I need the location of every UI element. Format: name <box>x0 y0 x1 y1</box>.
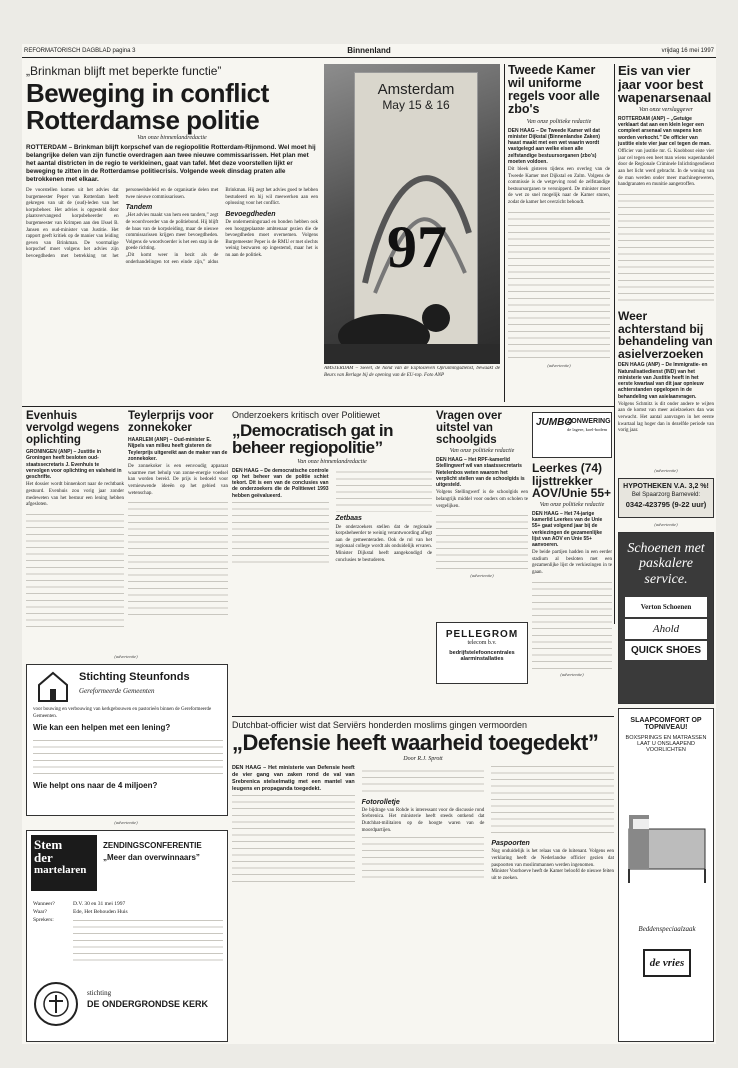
ad-schoenen[interactable] <box>618 532 714 704</box>
pellegrom-line1: bedrijfstelefooncentrales <box>449 650 515 656</box>
zonwering-brand: JUMBO <box>536 417 573 428</box>
zbo-body-filler <box>508 209 610 359</box>
poster-city: Amsterdam <box>377 81 455 98</box>
asiel-lead: DEN HAAG (ANP) – De Immigratie- en Naturalisatiedienst (IND) van het ministerie van Justitie heeft in het eerste kwartaal van dit jaar opnieuw achterstanden opgelopen in de behandeling van asielaanvragen. <box>618 362 708 400</box>
stem-conf1: ZENDINGSCONFERENTIE <box>103 841 202 850</box>
steun-adlabel: (advertentie) <box>114 654 138 659</box>
ad-pellegrom[interactable] <box>436 622 528 684</box>
asiel-headline: Weer achterstand bij behandeling van asielverzoeken <box>618 310 713 361</box>
schoenen-adlabel: (advertentie) <box>654 522 678 527</box>
steun-q2: Wie helpt ons naar de 4 miljoen? <box>33 781 158 790</box>
politiewet-body <box>232 468 432 565</box>
pellegrom-sub: telecom b.v. <box>467 640 497 646</box>
dutchbat-byline: Door R.J. Sprott <box>403 756 443 763</box>
story-dutchbat <box>232 720 614 1042</box>
pellegrom-name: PELLEGROM <box>445 629 519 640</box>
ad-steunfonds[interactable] <box>26 664 228 816</box>
teyler-body: De zonnekoker is een eenvoudig apparaat waarmee met behulp van zonne-energie voedsel kan worden bereid. De prijs is bedoeld voor vernieuwende ideeën op het gebied van wetenschap. <box>128 464 228 496</box>
stem-when-label: Wanneer? <box>33 901 55 907</box>
dutchbat-lead: DEN HAAG – Het ministerie van Defensie heeft de vier gang van zaken rond de val van Srebrenica stelselmatig met een mantel van leugens en propaganda toegedekt. <box>232 765 355 792</box>
rule-right1 <box>504 64 505 402</box>
wapen-headline: Eis van vier jaar voor best wapenarsenaal <box>618 64 712 106</box>
leerkes-adlabel: (advertentie) <box>560 671 584 677</box>
story-politiewet <box>232 410 432 710</box>
zbo-lead: DEN HAAG – De Tweede Kamer wil dat minister Dijkstal (Binnenlandse Zaken) haast maakt met een wet waarin wordt vastgelegd aan welke eisen alle zelfstandige bestuursorganen (zbo's) moeten voldoen. <box>508 127 600 165</box>
wapen-body-filler <box>618 191 714 301</box>
ad-slaapcomfort[interactable] <box>618 708 714 1042</box>
leerkes-filler <box>532 579 612 669</box>
slaap-line1: SLAAPCOMFORT OP TOPNIVEAU! <box>630 717 702 731</box>
header-section: Binnenland <box>347 46 391 55</box>
wapen-body: Officier van justitie mr. G. Knobbout eiste vier jaar cel tegen een beet man wiens wapenhandel door de Regionale Criminele Inlichtingendienst aan het licht werd gebracht. In de woning van de man werden onder meer machinegeweren, handgranaten en munitie aangetroffen. <box>618 149 714 188</box>
hyp-line1: HYPOTHEKEN V.A. 3,2 %! <box>623 483 709 490</box>
ad-hypotheken[interactable] <box>618 478 714 518</box>
wapen-byline: Van onze verslaggever <box>639 106 693 113</box>
story-asiel <box>618 310 714 466</box>
main-body-p2: „Het advies maakt van hem een tandem,” zegt de woordvoerder van de politiebond. Hij blijft de baas van de korpsleiding, maar de nieuwe commissarissen krijgen meer bevoegdheden. Volgens de woordvoerder is het een stap in de goede richting. <box>125 213 219 252</box>
slaap-line2: BOXSPRINGS EN MATRASSEN LAAT U ONSLAAPEND VOORLICHTEN <box>625 735 707 753</box>
schoolgids-filler <box>436 512 528 570</box>
asiel-body: Volgens Schmitz is dit onder andere te wijten aan de komst van meer asielzoekers dan was verwacht. Het aantal aanvragen in het eerste kwartaal lag hoger dan in dezelfde periode van vorig jaar. <box>618 401 714 434</box>
zonwering-title: ZONWERING <box>567 418 611 425</box>
ad-zonwering[interactable] <box>532 412 612 458</box>
leerkes-headline: Leerkes (74) lijsttrekker AOV/Unie 55+ <box>532 462 612 501</box>
church-icon <box>33 671 73 703</box>
dutchbat-kicker: Dutchbat-officier wist dat Serviërs honderden moslims gingen vermoorden <box>232 720 527 730</box>
stem-when: D.V. 30 en 31 mei 1997 <box>73 901 126 907</box>
rule-row3 <box>232 716 614 717</box>
dutchbat-subhead2: Paspoorten <box>491 840 530 848</box>
evenhuis-body-filler <box>26 511 124 631</box>
steun-body: voor bouwing en verbouwing van kerkgebouwen en pastorieën binnen de Gereformeerde Gemeenten. <box>33 707 212 719</box>
dutchbat-headline: „Defensie heeft waarheid toegedekt” <box>232 730 599 755</box>
stem-title2: der <box>34 850 53 865</box>
leerkes-body: De beide partijen hadden in een eerder stadium al besloten met een gezamenlijke lijst de verkiezingen in te gaan. <box>532 550 612 576</box>
wapen-lead: ROTTERDAM (ANP) – „Getuige verklaart dat aan een klein leger een compleet arsenaal van wapens kon worden verkocht.” De officier van justitie eiste vier jaar cel tegen de man. <box>618 115 711 147</box>
header-left: REFORMATORISCH DAGBLAD pagina 3 <box>24 48 136 54</box>
story-zbo <box>508 64 610 402</box>
politiewet-body-p: De onderzoekers stellen dat de regionale korpsbeheerder te weinig verantwoording aflegt aan de gemeenteraden. Ook de rol van het regionaal college wordt als onduidelijk ervaren. Minister Dijkstal heeft aangekondigd de conclusies te bestuderen. <box>335 524 432 563</box>
schoolgids-headline: Vragen over uitstel van schoolgids <box>436 410 502 447</box>
stem-org2: DE ONDERGRONDSE KERK <box>87 999 209 1009</box>
steun-line2: Gereformeerde Gemeenten <box>79 687 155 695</box>
main-lead: ROTTERDAM – Brinkman blijft korpschef van de regiopolitie Rotterdam-Rijnmond. Wel moet hij belangrijke delen van zijn functie overdragen aan twee nieuwe commissarissen. Het plan met het aantal districten in de regio te verkleinen, gaat van tafel. Met deze voorstellen lijkt er beweging te zitten in de Rotterdamse politiecrisis. Volgende week dinsdag praten alle betrokkenen met elkaar. <box>26 144 316 184</box>
pellegrom-line2: alarminstallaties <box>460 656 504 662</box>
leerkes-byline: Van onze politieke redactie <box>539 501 605 508</box>
right-adlabel: (advertentie) <box>654 468 678 473</box>
stem-speakers-filler <box>73 917 223 961</box>
politiewet-lead: DEN HAAG – De democratische controle op het beheer van de politie schiet tekort. Dit is een van de conclusies van de onderzoekers die de Politiewet 1993 hebben geëvalueerd. <box>232 467 329 499</box>
schoenen-brand2: Ahold <box>625 619 707 639</box>
story-leerkes <box>532 462 612 712</box>
schoolgids-byline: Van onze politieke redactie <box>449 448 515 455</box>
stem-title1: Stem <box>34 837 63 852</box>
main-kicker: „Brinkman blijft met beperkte functie” <box>26 64 222 78</box>
dutchbat-body <box>232 765 614 882</box>
politiewet-subhead: Zetbaas <box>335 515 362 523</box>
evenhuis-body: Het dossier wordt binnenkort naar de rechtbank gestuurd. Evenhuis zou vorig jaar zonder medeweten van het bestuur een lening hebben afgesloten. <box>26 482 124 508</box>
main-subhead-bevoegdheden: Bevoegdheden <box>225 210 276 218</box>
poster-dates: May 15 & 16 <box>382 98 450 112</box>
stem-who-label: Sprekers: <box>33 917 54 923</box>
photo-caption: AMSTERDAM – Sweet, de hond van de Explosieven Opruimingsdienst, bewaakt de Beurs van Berlage bij de opening van de EU-top. Foto ANP <box>324 366 500 378</box>
rule-row2 <box>22 406 614 407</box>
zbo-adlabel: (advertentie) <box>547 362 571 368</box>
stem-title-block <box>31 835 97 891</box>
main-story <box>26 64 318 402</box>
main-body-p4: De ondernemingsraad en bonden hebben ook een hooggeplaatste ambtenaar gezien die de bevoegdheden moet overnemen. Volgens Burgemeester Peper is de RMU er met slechts weinig bezwaren op ingestemd, maar het is nu aan de politiek. <box>225 220 318 259</box>
schoenen-title: Schoenen met paskalere service. <box>627 541 705 587</box>
dutchbat-body1: De bijdrage van Rohde is interessant voor de discussie rond Srebrenica. Het ministerie heeft steeds ontkend dat Dutchbat-militairen op de hoogte waren van de moordpartijen. <box>361 807 485 833</box>
evenhuis-lead: GRONINGEN (ANP) – Justitie in Groningen heeft besloten oud-staatssecretaris J. Evenhuis te vervolgen voor oplichting en valsheid in geschrifte. <box>26 449 122 481</box>
ad-stem-der-martelaren[interactable] <box>26 830 228 1042</box>
zbo-headline: Tweede Kamer wil uniforme regels voor alle zbo's <box>508 64 600 117</box>
schoolgids-body: Volgens Stellingwerf is de schoolgids een belangrijk middel voor ouders om scholen te vergelijken. <box>436 490 528 509</box>
schoenen-brand1: Verton Schoenen <box>625 597 707 617</box>
schoolgids-lead: DEN HAAG – Het RPF-kamerlid Stellingwerf wil van staatssecretaris Netelenbos weten waarom het verplicht stellen van de schoolgids is uitgesteld. <box>436 457 525 489</box>
evenhuis-headline: Evenhuis vervolgd wegens oplichting <box>26 410 120 447</box>
header-date: vrijdag 16 mei 1997 <box>661 48 714 54</box>
politiewet-kicker: Onderzoekers kritisch over Politiewet <box>232 410 381 420</box>
story-wapenarsenaal <box>618 64 714 308</box>
zbo-body: Dit bleek gisteren tijdens een overleg van de Tweede Kamer met Dijkstal en Zalm. Volgens de commissie is de wetgeving rond de zelfstandige bestuursorganen te versnipperd. De minister moet de wet zo snel mogelijk naar de Kamer sturen, zodat de kamer het overzicht behoudt. <box>508 167 610 205</box>
politiewet-byline: Van onze binnenlandredactie <box>297 458 367 465</box>
stem-where: Ede, Het Behouden Huis <box>73 909 128 915</box>
teyler-lead: HAARLEM (ANP) – Oud-minister E. Nijpels van milieu heeft gisteren de Teylerprijs uitgereikt aan de maker van de zonnekoker. <box>128 437 228 462</box>
main-body <box>26 188 318 266</box>
dutchbat-body3: Minister Voorhoeve heeft de Kamer beloofd de nieuwe feiten uit te zoeken. <box>491 869 614 881</box>
hyp-line2: Bel Spaarzorg Barneveld: <box>631 492 701 498</box>
news-photo <box>324 64 500 364</box>
poster-number: 97 <box>387 214 447 280</box>
stem-adlabel: (advertentie) <box>114 820 138 825</box>
politiewet-headline: „Democratisch gat in beheer regiopolitie” <box>232 421 393 458</box>
main-headline: Beweging in conflict Rotterdamse politie <box>26 78 269 135</box>
hyp-line3: 0342-423795 (9-22 uur) <box>625 500 707 509</box>
rule-right2 <box>614 64 615 624</box>
zbo-byline: Van onze politieke redactie <box>526 118 592 125</box>
dutchbat-body2: Nog onduidelijk is het relaas van de luitenant. Volgens een verklaring heeft de Nederlandse officier gezien dat paspoorten van moslimmannen werden ingenomen. <box>491 849 614 868</box>
stem-where-label: Waar? <box>33 909 47 915</box>
story-teyler <box>128 410 228 652</box>
main-body-p1: De voorstellen komen uit het advies dat burgemeester Peper van Rotterdam heeft gekregen van uit de (oud)-leden van het korpsbeheer. Het advies is opgesteld door plaatsvervangend korpsbeheerder en burgemeester van Krimpen aan den IJssel B. Jansen en oud-minister van Justitie. Het rapport geeft kritiek op de manier van leiding geven van Brinkman. De voormalige korpschef moet volgens het advies zijn bevoegdheden met betrekking tot het personeelsbeleid en de organisatie delen met twee nieuwe commissarissen. <box>26 188 219 259</box>
slaap-line3: Beddenspeciaalzaak <box>638 925 696 933</box>
main-body-p3: „Dit komt weer in bezit als de onderhandelingen tot een einde zijn,” aldus Brinkman. Hij zegt het advies goed te hebben bestudeerd en hij wil meewerken aan een oplossing voor het conflict. <box>125 188 318 265</box>
seal-icon <box>33 981 79 1027</box>
page-header <box>22 44 716 58</box>
newspaper-page <box>22 44 716 1044</box>
dog-silhouette-icon <box>324 284 500 364</box>
leerkes-lead: DEN HAAG – Het 74-jarige kamerlid Leerkes van de Unie 55+ gaat volgend jaar bij de verkiezingen de gezamenlijke lijst van AOV en Unie 55+ aanvoeren. <box>532 510 603 549</box>
schoenen-brand3: QUICK SHOES <box>625 641 707 660</box>
teyler-headline: Teylerprijs voor zonnekoker <box>128 410 214 435</box>
schoolgids-adlabel: (advertentie) <box>470 573 494 579</box>
stem-title3: martelaren <box>34 864 87 876</box>
stem-conf2: „Meer dan overwinnaars” <box>103 853 200 862</box>
story-evenhuis <box>26 410 124 652</box>
main-subhead-tandem: Tandem <box>125 204 153 212</box>
zonwering-subtitle: de lagere, koel-bodem <box>567 427 608 432</box>
steun-line1: Stichting Steunfonds <box>79 671 190 683</box>
bed-icon <box>619 779 714 909</box>
dutchbat-subhead1: Fotorolletje <box>361 798 400 806</box>
slaap-brand: de vries <box>643 949 691 977</box>
steun-q1: Wie kan een helpen met een lening? <box>33 723 171 732</box>
teyler-body-filler <box>128 499 228 619</box>
steun-filler <box>33 737 223 777</box>
stem-org1: stichting <box>87 989 112 997</box>
main-byline: Van onze binnenlandredactie <box>137 135 207 142</box>
